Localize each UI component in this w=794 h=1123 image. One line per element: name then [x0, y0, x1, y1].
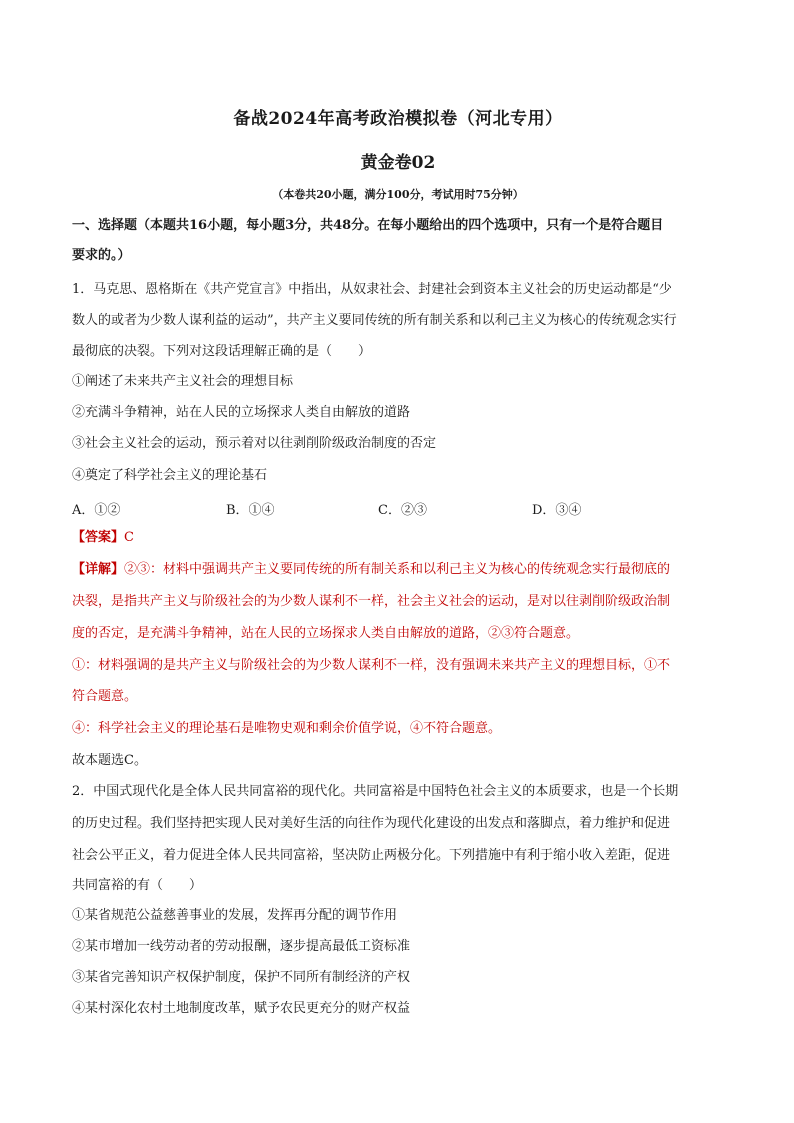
page-subtitle: 黄金卷02	[360, 153, 436, 173]
q1-detail-line-4: ①：材料强调的是共产主义与阶级社会的为少数人谋利不一样，没有强调未来共产主义的理想目标，①不	[72, 658, 671, 673]
q2-item-3: ③某省完善知识产权保护制度，保护不同所有制经济的产权	[72, 970, 411, 985]
q2-item-4: ④某村深化农村土地制度改革，赋予农民更充分的财产权益	[72, 1001, 411, 1016]
q1-stem-line-3: 最彻底的决裂。下列对这段话理解正确的是（ ）	[72, 344, 372, 359]
q2-stem-line-3: 社会公平正义，着力促进全体人民共同富裕，坚决防止两极分化。下列措施中有利于缩小收入差距，促进	[72, 848, 671, 863]
answer-tag: 【答案】	[72, 530, 125, 545]
q1-item-3: ③社会主义社会的运动，预示着对以往剥削阶级政治制度的否定	[72, 436, 437, 451]
q1-option-c: C．②③	[378, 503, 427, 518]
q1-conclusion: 故本题选C。	[72, 753, 147, 768]
section-heading-line-1: 一、选择题（本题共16小题，每小题3分，共48分。在每小题给出的四个选项中，只有一个是符合题目	[72, 218, 664, 233]
exam-info: （本卷共20小题，满分100分，考试用时75分钟）	[272, 188, 524, 201]
q2-item-2: ②某市增加一线劳动者的劳动报酬，逐步提高最低工资标准	[72, 939, 411, 954]
q1-stem-line-2: 数人的或者为少数人谋利益的运动”，共产主义要同传统的所有制关系和以利己主义为核心的传统观念实行	[72, 313, 677, 328]
q2-stem-line-2: 的历史过程。我们坚持把实现人民对美好生活的向往作为现代化建设的出发点和落脚点，着力维护和促进	[72, 816, 671, 831]
detail-tag: 【详解】	[72, 562, 125, 577]
section-heading-line-2: 要求的。）	[72, 248, 131, 263]
q1-item-1: ①阐述了未来共产主义社会的理想目标	[72, 374, 294, 389]
q1-item-2: ②充满斗争精神，站在人民的立场探求人类自由解放的道路	[72, 405, 411, 420]
q1-option-a: A．①②	[72, 503, 121, 518]
q1-detail-line-1	[72, 560, 670, 580]
q1-stem-line-1: 1．马克思、恩格斯在《共产党宣言》中指出，从奴隶社会、封建社会到资本主义社会的历史运动都是“少	[72, 282, 672, 297]
q1-option-b: B．①④	[226, 503, 275, 518]
q1-detail-line-3: 度的否定，是充满斗争精神，站在人民的立场探求人类自由解放的道路，②③符合题意。	[72, 626, 580, 641]
page-title: 备战2024年高考政治模拟卷（河北专用）	[233, 109, 563, 129]
q1-answer	[72, 528, 134, 548]
q2-stem-line-4: 共同富裕的有（ ）	[72, 878, 203, 893]
q2-stem-line-1: 2．中国式现代化是全体人民共同富裕的现代化。共同富裕是中国特色社会主义的本质要求，也是一个长期	[72, 784, 679, 799]
q1-option-d: D．③④	[532, 503, 582, 518]
detail-text-1: ②③：材料中强调共产主义要同传统的所有制关系和以利己主义为核心的传统观念实行最彻底的	[124, 562, 671, 577]
q1-detail-line-5: 符合题意。	[72, 689, 138, 704]
answer-value: C	[124, 530, 134, 545]
q1-item-4: ④奠定了科学社会主义的理论基石	[72, 468, 268, 483]
q2-item-1: ①某省规范公益慈善事业的发展，发挥再分配的调节作用	[72, 908, 398, 923]
q1-detail-line-2: 决裂，是指共产主义与阶级社会的为少数人谋利不一样，社会主义社会的运动，是对以往剥削阶级政治制	[72, 594, 671, 609]
q1-detail-line-6: ④：科学社会主义的理论基石是唯物史观和剩余价值学说，④不符合题意。	[72, 721, 502, 736]
